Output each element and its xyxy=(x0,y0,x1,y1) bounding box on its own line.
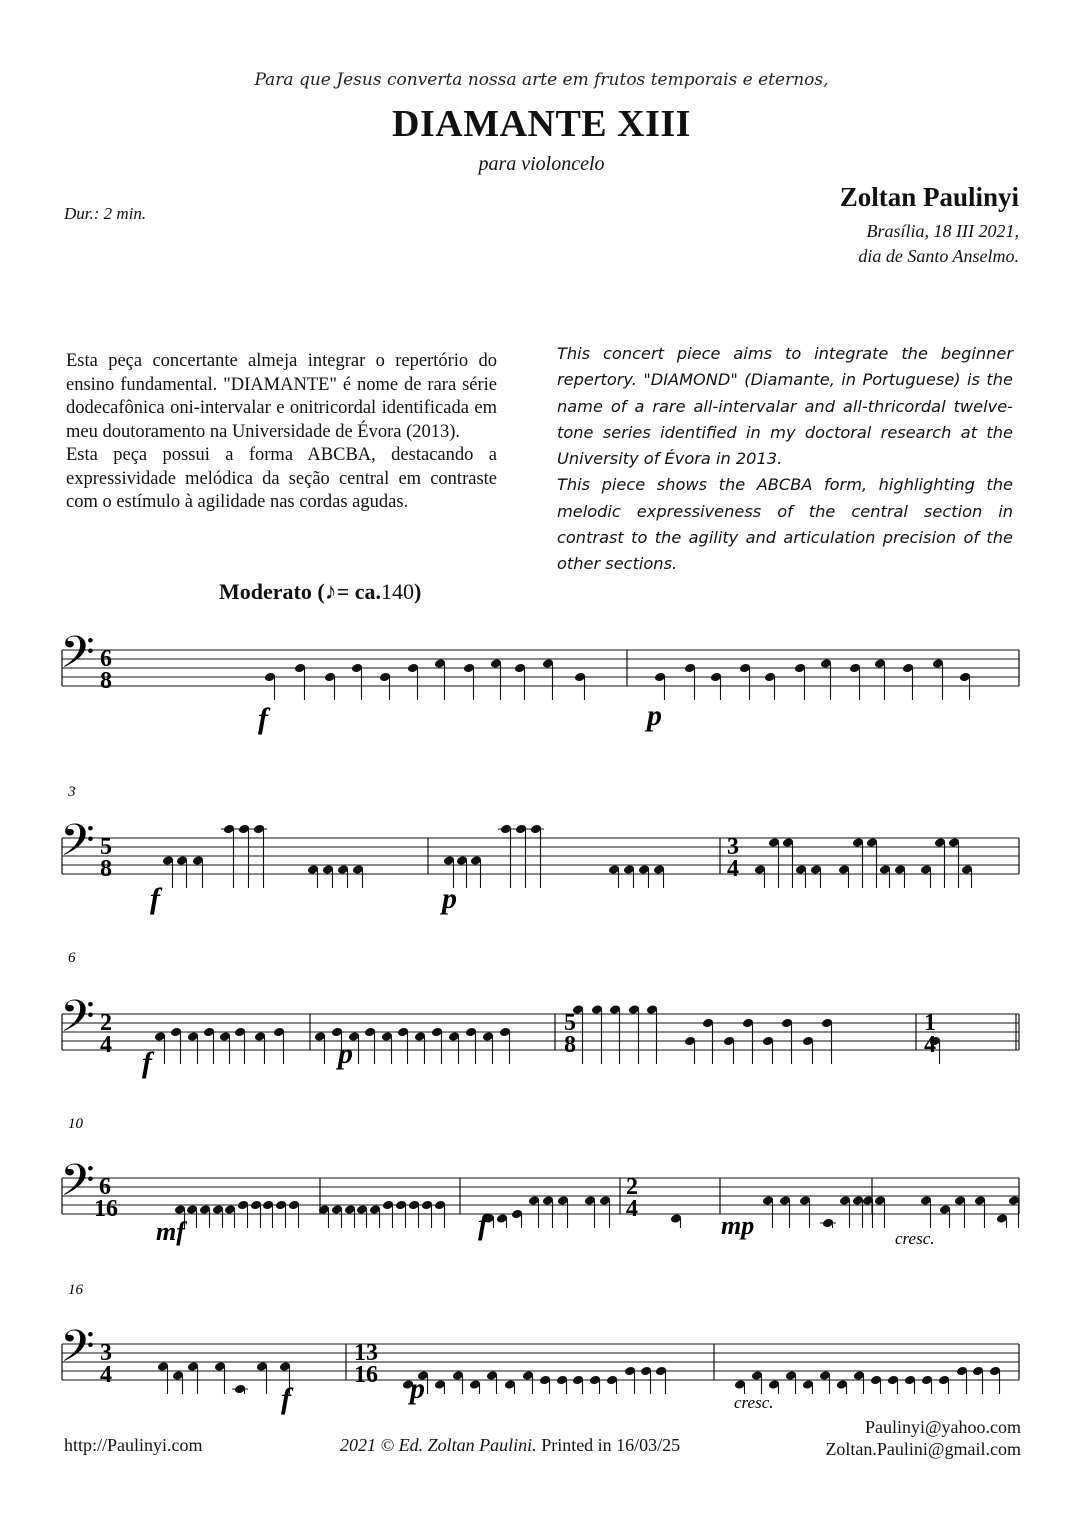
description-portuguese xyxy=(66,350,497,515)
time-signature-top: 6 xyxy=(100,646,112,672)
bass-clef-icon: 𝄢 xyxy=(60,816,95,876)
copyright: 2021 © Ed. Zoltan Paulini. xyxy=(340,1435,537,1455)
copyright-line xyxy=(340,1435,680,1456)
dynamic-marking: f xyxy=(258,702,268,735)
dedication: Para que Jesus converta nossa arte em frutos temporais e eternos, xyxy=(254,70,829,90)
time-signature-top: 2 xyxy=(626,1174,638,1200)
website-link[interactable]: http://Paulinyi.com xyxy=(64,1435,203,1455)
time-signature-bottom: 8 xyxy=(100,668,112,694)
occasion: dia de Santo Anselmo. xyxy=(858,246,1019,266)
notation xyxy=(154,658,1020,1394)
composer-name: Zoltan Paulinyi xyxy=(839,182,1019,212)
time-signature-top: 5 xyxy=(564,1010,576,1036)
time-signature-bottom: 16 xyxy=(94,1196,118,1222)
description-pt-paragraph-1: Esta peça concertante almeja integrar o repertório do ensino fundamental. "DIAMANTE" é nome de rara série dodecafônica oni-intervalar e onitricordal identificada em meu doutoramento na Universidade de Évora (2013). xyxy=(66,351,497,442)
dynamic-marking: p xyxy=(338,1037,353,1070)
bass-clef-icon: 𝄢 xyxy=(60,628,95,688)
time-signature-top: 13 xyxy=(354,1340,378,1366)
instrumentation: para violoncelo xyxy=(478,153,605,175)
contact-emails xyxy=(825,1416,1021,1460)
time-signature-bottom: 4 xyxy=(626,1196,638,1222)
tempo-label: Moderato xyxy=(219,579,312,604)
staff-lines xyxy=(62,650,1019,1380)
time-signature-top: 3 xyxy=(100,1340,112,1366)
time-signature-top: 1 xyxy=(924,1010,936,1036)
time-signature-top: 2 xyxy=(100,1010,112,1036)
tempo-equals: = ca. xyxy=(336,579,381,604)
description-en-paragraph-1: This concert piece aims to integrate the beginner repertory. "DIAMOND" (Diamante, in Portuguese) is the name of a rare all-intervalar and all-thricordal twelve-tone series identified in my doctoral research at the University of Évora in 2013. xyxy=(557,344,1013,469)
print-date: Printed in 16/03/25 xyxy=(541,1435,681,1455)
time-signature-top: 5 xyxy=(100,834,112,860)
time-signature-top: 6 xyxy=(99,1174,111,1200)
time-signature-bottom: 4 xyxy=(100,1032,112,1058)
dynamic-marking: p xyxy=(647,699,662,732)
time-signature-top: 3 xyxy=(727,834,739,860)
measure-number: 3 xyxy=(68,784,76,800)
expression-text: cresc. xyxy=(895,1229,935,1248)
dynamic-marking: mf xyxy=(156,1217,185,1246)
bass-clef-icon: 𝄢 xyxy=(60,1322,95,1382)
tempo-marking: Moderato (♪= ca.140) xyxy=(219,579,422,605)
composition-place-date xyxy=(858,219,1019,269)
bass-clef-icon: 𝄢 xyxy=(60,1156,95,1216)
email-link[interactable]: Paulinyi@yahoo.com xyxy=(864,1417,1021,1437)
duration: Dur.: 2 min. xyxy=(64,204,147,223)
description-en-paragraph-2: This piece shows the ABCBA form, highlighting the melodic expressiveness of the central section in contrast to the agility and articulation precision of the other sections. xyxy=(557,475,1013,574)
time-signature-bottom: 8 xyxy=(564,1032,576,1058)
place-date: Brasília, 18 III 2021, xyxy=(866,221,1019,241)
piece-title: DIAMANTE XIII xyxy=(392,103,691,145)
dynamic-marking: p xyxy=(410,1372,425,1405)
bass-clef-icon: 𝄢 xyxy=(60,992,95,1052)
measure-number: 10 xyxy=(68,1116,83,1132)
music-score xyxy=(0,600,1071,1420)
dynamic-marking: f xyxy=(150,882,160,915)
description-pt-paragraph-2: Esta peça possui a forma ABCBA, destacando a expressividade melódica da seção central em contraste com o estímulo à agilidade nas cordas agudas. xyxy=(66,445,497,512)
dynamic-marking: f xyxy=(142,1046,152,1079)
dynamic-marking: p xyxy=(442,882,457,915)
measure-number: 6 xyxy=(68,950,76,966)
expression-text: cresc. xyxy=(734,1393,774,1412)
time-signature-bottom: 4 xyxy=(924,1032,936,1058)
tempo-bpm: 140 xyxy=(381,579,414,604)
email-link[interactable]: Zoltan.Paulini@gmail.com xyxy=(825,1439,1021,1459)
eighth-note-icon: ♪ xyxy=(324,579,337,605)
measure-number: 16 xyxy=(68,1282,83,1298)
time-signature-bottom: 4 xyxy=(727,856,739,882)
time-signature-bottom: 4 xyxy=(100,1362,112,1388)
time-signature-bottom: 16 xyxy=(354,1362,378,1388)
dynamic-marking: mp xyxy=(721,1211,755,1240)
time-signature-bottom: 8 xyxy=(100,856,112,882)
description-english xyxy=(557,341,1013,578)
dynamic-marking: f xyxy=(281,1382,291,1415)
dynamic-marking: f xyxy=(478,1208,488,1241)
